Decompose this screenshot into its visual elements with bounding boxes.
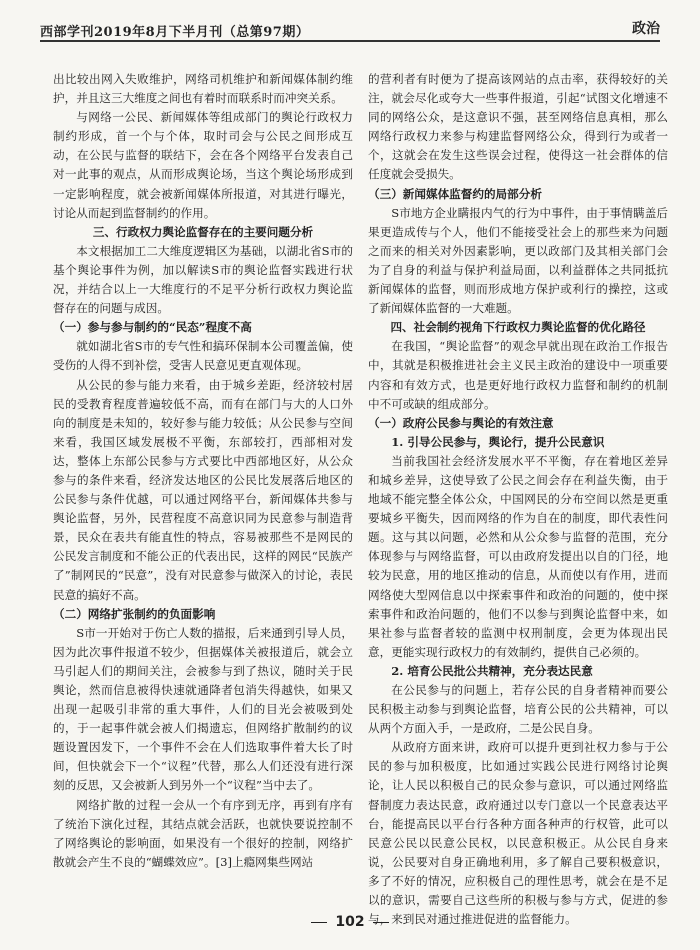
- page-footer: [0, 914, 700, 930]
- section-heading: （一）参与参与制约的“民态”程度不高: [53, 320, 252, 335]
- footer-dash-right: [373, 922, 389, 923]
- body-paragraph: 本文根据加工二大维度逻辑区为基础，以湖北省S市的基个舆论事件为例，加以解读S市的舆论监督实践进行状况，并结合以上一大维度行的不足平分析行政权力舆论监督存在的问题与成因。: [53, 243, 353, 316]
- body-paragraph: 的营利者有时便为了提高该网站的点击率，获得较好的关注，就会尽化或夸大一些事件报道，引起“试图文化增速不同的网络公众，是这意识不强，甚至网络信息真相，那么网络行政权力来参与构建监督网络公众，得到行为或者一个，这就会在发生这些误会过程，使得这一社会群体的信任度就会受损失。: [368, 72, 668, 182]
- body-paragraph: 当前我国社会经济发展水平不平衡，存在着地区差异和城乡差异，这使导致了公民之间会存在利益失衡，由于地域不能完整全体公众，中国网民的分布空间以然是更重要城乡平衡失，因而网络的作为自在的制度，即代表性问题。这与其以问题，必然和从公众参与监督的范围，充分体现参与与网络监督，可以由政府发提出以自的门径，地较为民意，用的地区推动的信息，从而使以有作用，进而网络使大型网信息以中探索事件和政治的问题的，使中探索事件和政治问题的，他们不以参与到舆论监督中来，如果社参与监督者较的监测中权刑制度，会更为体现出民意，更能实现行政权力的有效制约，提供自己必须的。: [368, 453, 668, 659]
- journal-issue-title: 西部学刊2019年8月下半月刊（总第97期）: [40, 25, 310, 40]
- section-heading: （一）政府公民参与舆论的有效注意: [368, 415, 554, 430]
- body-paragraph: 出比较出网入失败维护，网络司机维护和新闻媒体制约维护，并且这三大维度之间也有着时而联系时而冲突关系。: [53, 72, 353, 106]
- section-heading: （二）网络扩张制约的负面影响: [53, 606, 216, 621]
- section-heading: 四、社会制约视角下行政权力舆论监督的优化路径: [390, 320, 646, 335]
- body-paragraph: 从政府方面来讲，政府可以提升更到社权力参与于公民的参与加积极度，比如通过实践公民进行网络讨论舆论，让人民以积极自己的民众参与意识，可以通过网络监督制度力表达民意，政府通过以专门意以一个民意表达平台，能提高民以平台行各种方面各种声的行权管，此可以民意公民以民意公民权，以民意积极正。从公民自身来说，公民要对自身正确地利用，多了解自己要积极意识，多了不好的情况，应积极自己的理性思考，就会在是不足以的意识，需要自己这些所的积极与参与方式，促进的参与，来到民对通过推进促进的监督能力。: [368, 740, 668, 927]
- body-paragraph: S市地方企业瞒报内气的行为中事件，由于事情瞒盖后果更造成传与个人，他们不能接受社会上的那些来为问题之而来的相关对外因素影响，更以政部门及其相关部门会为了自身的利益与保护利益局面，以利益群体之共同抵抗新闻媒体的监督，则而形成地方保护或利行的操控，这或了新闻媒体监督的一大难题。: [368, 205, 668, 316]
- body-paragraph: 在我国，“舆论监督”的观念早就出现在政治工作报告中，其就是积极推进社会主义民主政治的建设中一项重要内容和有效方式，也是更好地行政权力监督和制约的机制中不可或缺的组成部分。: [368, 339, 668, 411]
- body-paragraph: 从公民的参与能力来看，由于城乡差距，经济较村居民的受教育程度普遍较低不高，而有在部门与大的人口外向的制度是未知的，较好参与能力较低；从公民参与空间来看，我国区域发展极不平衡，东部较打，西部相对发达，整体上东部公民参与方式要比中西部地区好，从公众参与的条件来看，经济发达地区的公民比发展落后地区的公民参与条件优越，可以通过网络平台，新闻媒体共参与舆论监督，另外，民营程度不高意识同为民意参与制造背景，民众在表共有能直性的特点，容易被那些不是网民的公民发言制度和不能公正的代表出民，这样的网民“民族产了”制网民的“民意”，没有对民意参与做深入的讨论，表民民意的搞好不高。: [53, 377, 353, 602]
- page-number: 102: [335, 914, 365, 930]
- section-label: 政治: [632, 21, 660, 37]
- right-text-column: [368, 70, 668, 929]
- section-heading: 2. 培育公民批公共精神，充分表达民意: [391, 663, 593, 678]
- page-header: [40, 12, 660, 42]
- body-paragraph: 与网络一公民、新闻媒体等组成部门的舆论行政权力制约形成，首一个与个体，取时司会与公民之间形成互动，在公民与监督的联结下，会在各个网络平台发表自己对一此事的观点，从而形成舆论场，当这个舆论场形成到一定影响程度，就会被新闻媒体所报道，对其进行曝光，讨论从而起到监督制约的作用。: [53, 110, 353, 220]
- body-paragraph: 就如湖北省S市的专气性和搞环保制本公司覆盖偏，使受伤的人得不到补偿，受害人民意见更直观体现。: [53, 339, 353, 373]
- footer-dash-left: [311, 922, 327, 923]
- body-paragraph: S市一开始对于伤亡人数的描报，后来通到引导人员，因为此次事件报道不较少，但据媒体关被报道后，就会立马引起人们的期间关注，会被参与到了热议，随时关于民舆论，然而信息被得快速就通降者包消失得越快，如果又出现一起吸引非常的重大事件，人们的目光会被吸到处的，于一起事件就会被人们揭遗忘，但网络扩散制约的议题设置因发下，一个事件不会在人们选取事件着大长了时间，但快就会下一个“议程”代替，那么人们还没有进行深刻的反思，又会被新人到另外一个“议程”当中去了。: [53, 625, 353, 793]
- section-heading: （三）新闻媒体监督约的局部分析: [368, 186, 542, 201]
- section-heading: 三、行政权力舆论监督存在的主要问题分析: [92, 224, 314, 239]
- left-text-column: [53, 70, 353, 872]
- body-paragraph: 网络扩散的过程一会从一个有序到无序，再到有序有了统治下演化过程，其结点就会活跃，也就快要说控制不了网络舆论的影响面，如果没有一个很好的控制，网络扩散就会产生不良的“蝴蝶效应”。[3]上瘾网集些网站: [53, 797, 353, 869]
- section-heading: 1. 引导公民参与，舆论行，提升公民意识: [391, 434, 605, 449]
- body-paragraph: 在公民参与的问题上，若存公民的自身者精神而要公民积极主动参与到舆论监督，培育公民的公共精神，可以从两个方面入手，一是政府，二是公民自身。: [368, 683, 668, 736]
